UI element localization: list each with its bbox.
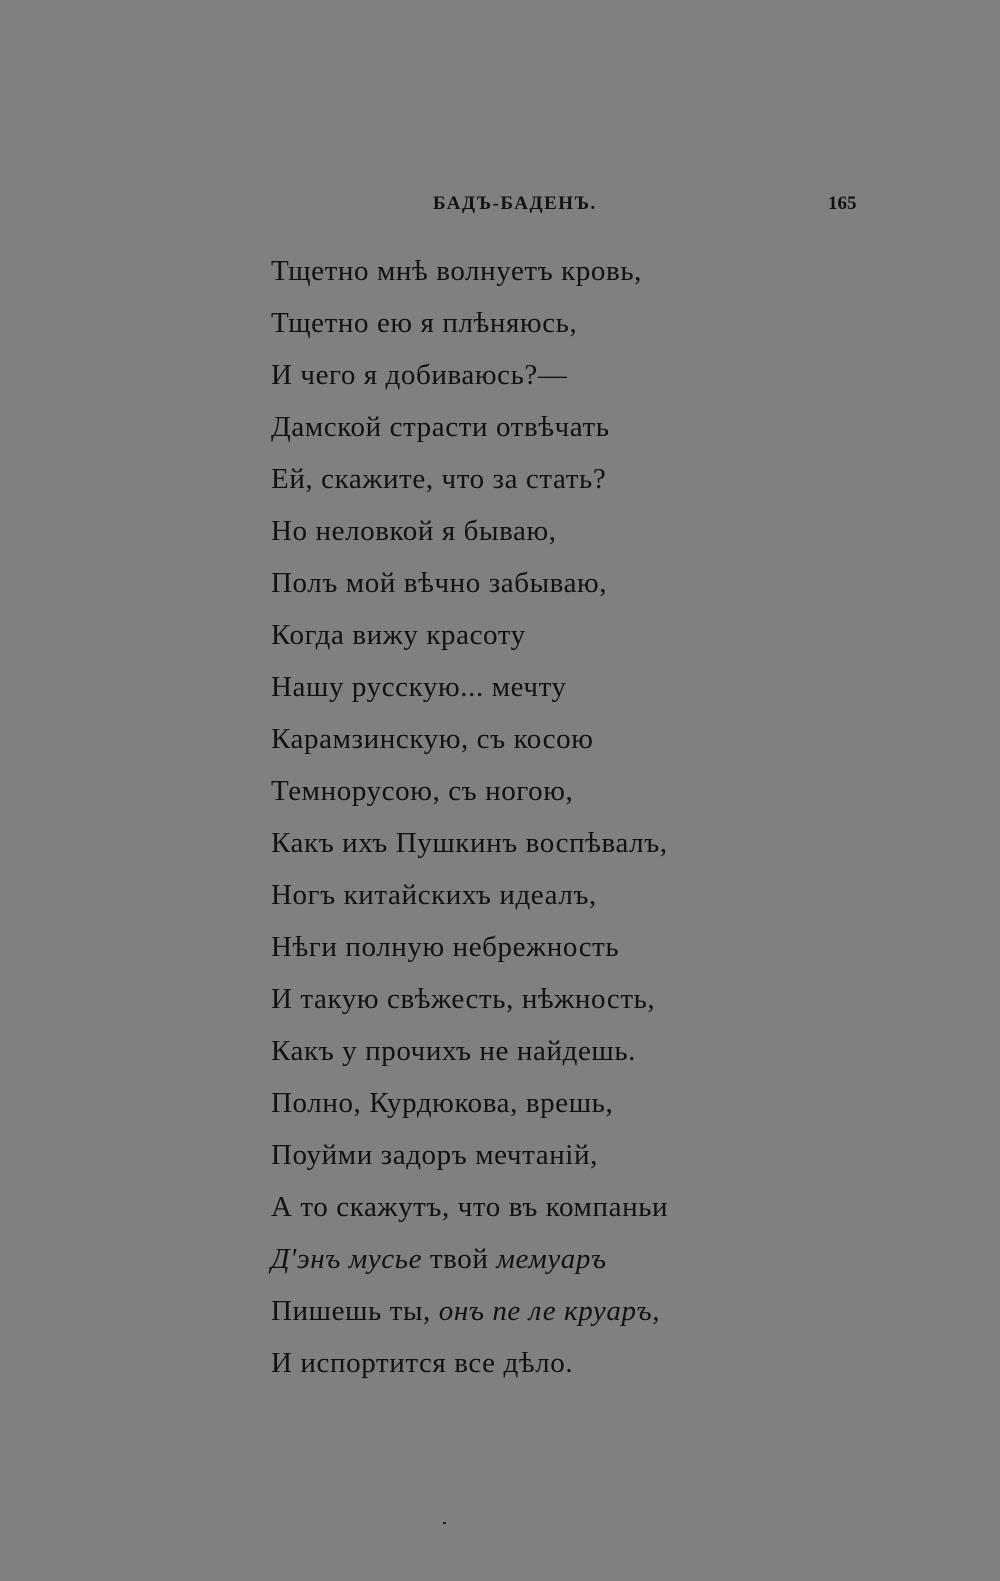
poem-line-18: Поуйми задоръ мечтаній,: [271, 1139, 598, 1171]
printer-mark: [443, 1522, 446, 1524]
poem-line-16: Какъ у прочихъ не найдешь.: [271, 1035, 637, 1067]
french-phrase: онъ пе ле круаръ,: [438, 1295, 661, 1327]
poem-line-10: Карамзинскую, съ косою: [271, 723, 594, 755]
line-text: Пишешь ты,: [271, 1295, 439, 1327]
poem-line-5: Ей, скажите, что за стать?: [271, 463, 607, 495]
poem-line-19: А то скажутъ, что въ компаньи: [271, 1191, 669, 1223]
page-number: 165: [828, 193, 857, 214]
poem-line-2: Тщетно ею я плѣняюсь,: [271, 307, 578, 339]
poem: [271, 252, 791, 1396]
poem-line-21: [271, 1292, 791, 1344]
poem-line-13: Ногъ китайскихъ идеалъ,: [271, 879, 597, 911]
poem-line-7: Полъ мой вѣчно забываю,: [271, 567, 608, 599]
poem-line-17: Полно, Курдюкова, врешь,: [271, 1087, 614, 1119]
line-text: твой: [422, 1243, 497, 1275]
poem-line-11: Темнорусою, съ ногою,: [271, 775, 574, 807]
running-title: БАДЪ-БАДЕНЪ.: [433, 193, 597, 214]
poem-line-15: И такую свѣжесть, нѣжность,: [271, 983, 656, 1015]
poem-line-14: Нѣги полную небрежность: [271, 931, 620, 963]
poem-line-6: Но неловкой я бываю,: [271, 515, 557, 547]
poem-line-20: [271, 1240, 791, 1292]
running-head: [0, 193, 1000, 223]
poem-line-12: Какъ ихъ Пушкинъ воспѣвалъ,: [271, 827, 668, 859]
french-phrase: мемуаръ: [496, 1243, 607, 1275]
french-phrase: Д'энъ мусье: [271, 1243, 423, 1275]
poem-line-3: И чего я добиваюсь?—: [271, 359, 568, 391]
poem-line-1: Тщетно мнѣ волнуетъ кровь,: [271, 255, 642, 287]
poem-line-22: И испортится все дѣло.: [271, 1347, 574, 1379]
poem-line-8: Когда вижу красоту: [271, 619, 526, 651]
poem-line-4: Дамской страсти отвѣчать: [271, 411, 610, 443]
poem-line-9: Нашу русскую... мечту: [271, 671, 567, 703]
